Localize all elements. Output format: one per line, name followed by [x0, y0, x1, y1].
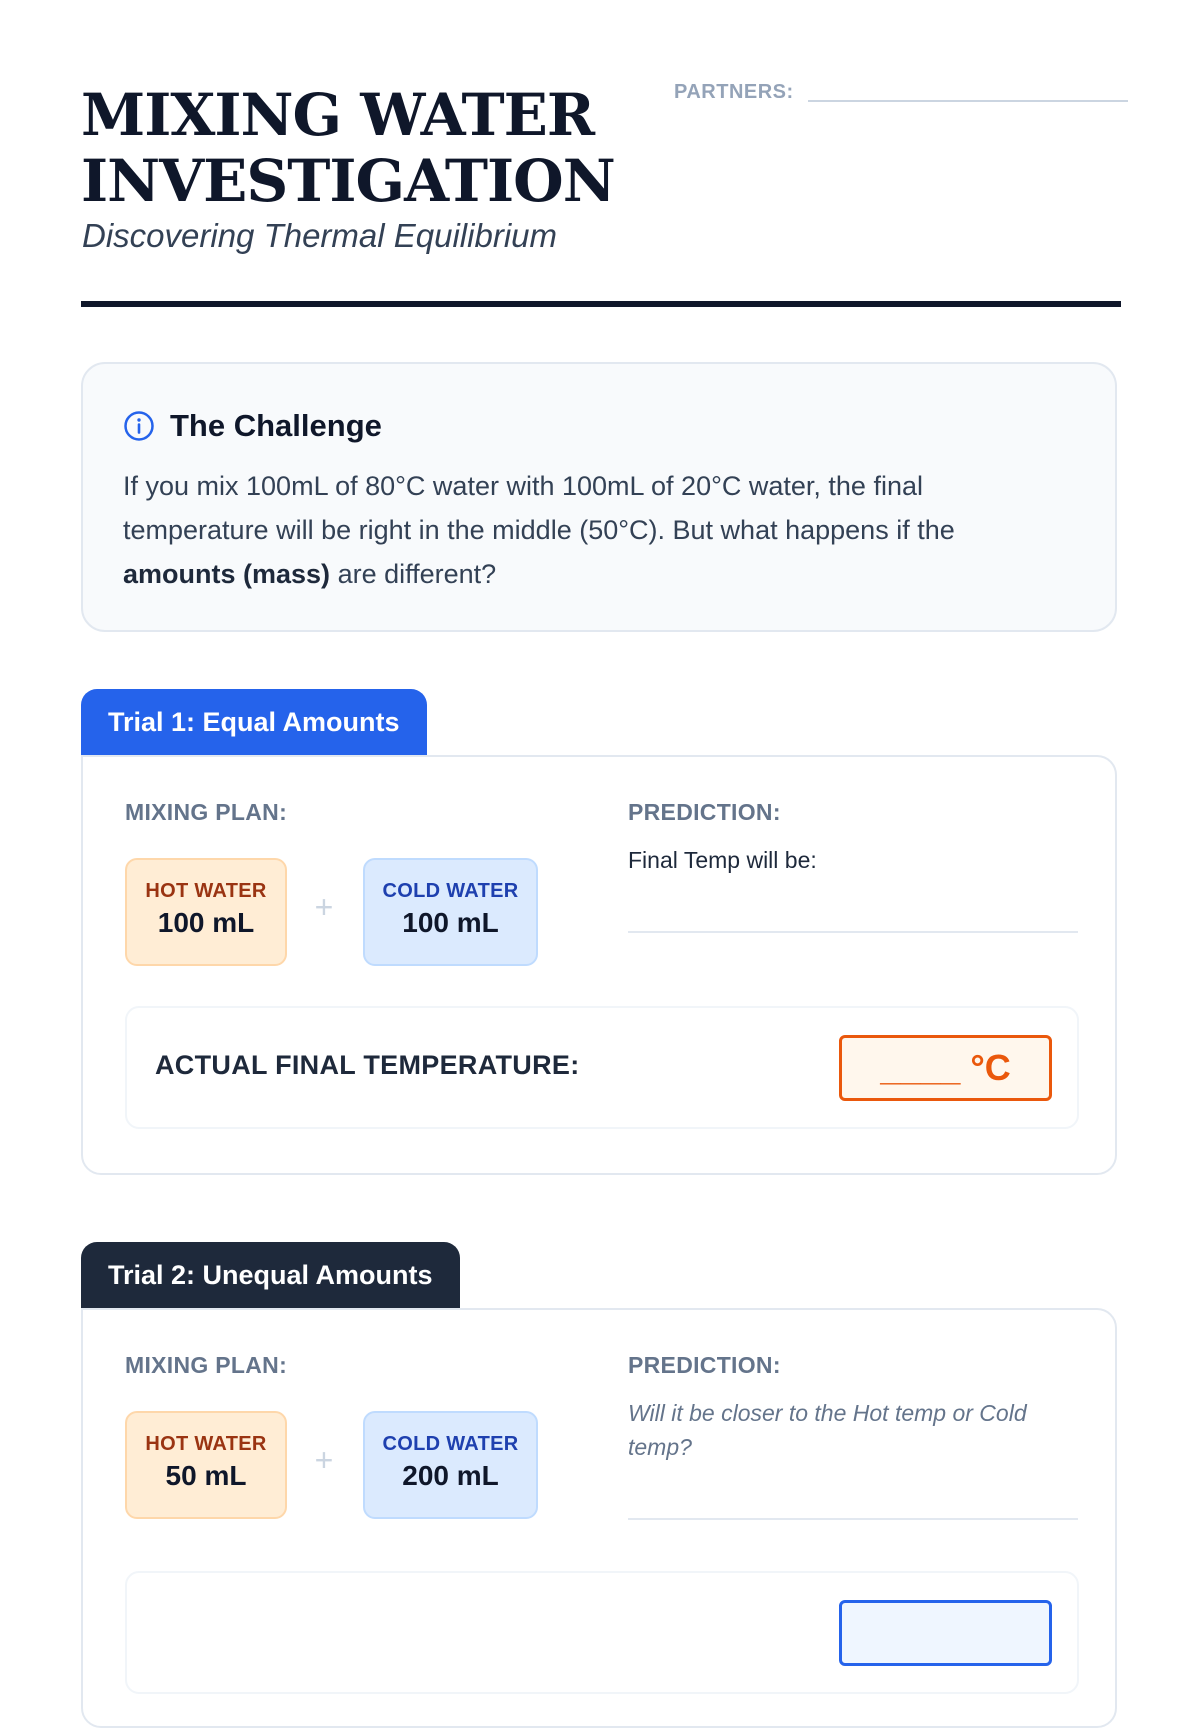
partners-field: [674, 80, 1128, 104]
title-line-1: MIXING WATER: [81, 81, 595, 149]
partners-label: PARTNERS:: [674, 81, 794, 103]
actual-temperature-field[interactable]: ____ °C: [839, 1035, 1052, 1101]
mixing-plan-label: MIXING PLAN:: [125, 799, 288, 825]
actual-temperature-box: [125, 1571, 1079, 1694]
cold-water-amount: 100 mL: [402, 907, 499, 938]
challenge-text-part-1: If you mix 100mL of 80°C water with 100mL of 20°C water, the final temperature will be right in the middle (50°C). But what happens if the: [123, 471, 955, 545]
worksheet-page: [81, 0, 1121, 1491]
info-icon: [123, 410, 155, 442]
hot-water-label: HOT WATER: [145, 880, 267, 902]
cold-water-label: COLD WATER: [382, 1433, 519, 1455]
hot-water-amount: 100 mL: [157, 907, 255, 938]
partners-write-line[interactable]: [808, 100, 1128, 102]
plus-sign: +: [314, 889, 334, 925]
plus-sign: +: [314, 1442, 334, 1478]
mixing-plan-label: MIXING PLAN:: [125, 1352, 288, 1378]
hot-water-label: HOT WATER: [145, 1433, 267, 1455]
hot-water-box: [125, 1411, 287, 1519]
actual-temperature-label: ACTUAL FINAL TEMPERATURE:: [155, 1050, 580, 1080]
actual-temperature-field[interactable]: [839, 1600, 1052, 1666]
challenge-text-part-2: are different?: [330, 559, 497, 589]
cold-water-label: COLD WATER: [382, 880, 519, 902]
hot-water-amount: 50 mL: [165, 1460, 247, 1491]
title-line-2: INVESTIGATION: [81, 147, 615, 215]
challenge-heading: [123, 408, 382, 444]
prediction-prompt: Final Temp will be:: [628, 847, 817, 873]
page-title: [81, 82, 721, 214]
cold-water-amount: 200 mL: [402, 1460, 499, 1491]
prediction-label: PREDICTION:: [628, 799, 781, 825]
trial-2-tab: Trial 2: Unequal Amounts: [81, 1242, 460, 1309]
prediction-label: PREDICTION:: [628, 1352, 781, 1378]
cold-water-box: [363, 858, 538, 966]
header-divider: [81, 301, 1121, 307]
cold-water-box: [363, 1411, 538, 1519]
prediction-answer-line[interactable]: [628, 1518, 1078, 1520]
challenge-text: [123, 464, 1043, 596]
actual-temperature-box: [125, 1006, 1079, 1129]
challenge-box: [81, 362, 1117, 632]
prediction-prompt: Will it be closer to the Hot temp or Cold temp?: [628, 1400, 1027, 1460]
page-subtitle: Discovering Thermal Equilibrium: [82, 217, 557, 254]
prediction-answer-line[interactable]: [628, 931, 1078, 933]
challenge-title: The Challenge: [170, 408, 382, 443]
trial-1-tab: Trial 1: Equal Amounts: [81, 689, 427, 756]
hot-water-box: [125, 858, 287, 966]
challenge-text-bold: amounts (mass): [123, 559, 331, 589]
worksheet-header: [81, 0, 1121, 306]
trial-2-card: [81, 1308, 1117, 1728]
trial-1-card: [81, 755, 1117, 1175]
